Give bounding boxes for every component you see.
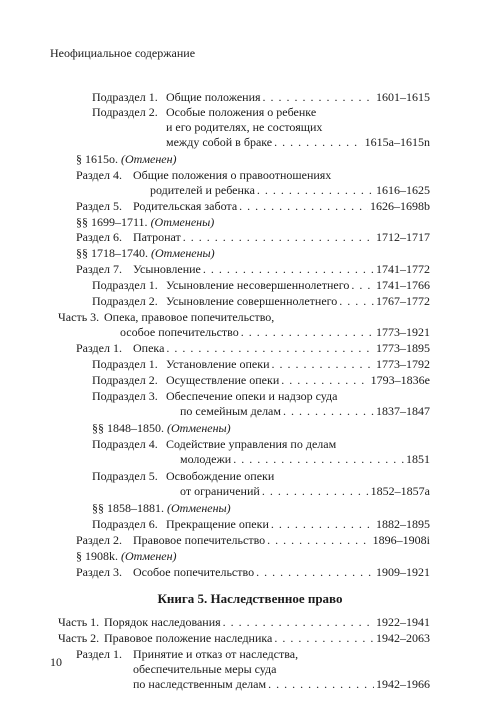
toc-entry-label: Подраздел 1. <box>92 357 158 371</box>
toc-entry-title: Правовое положение наследника . . . 1942–2063 <box>104 631 430 646</box>
toc-entry-title: Общие положения о правоотношениях <box>133 168 332 182</box>
toc-entry-label: §§ 1848–1850. (Отменены) <box>92 421 231 435</box>
toc-entry-title: родителей и ребенка . . . 1616–1625 <box>150 183 430 198</box>
toc-entry-title: Прекращение опеки . . . 1882–1895 <box>166 517 430 532</box>
dot-leader <box>351 278 374 293</box>
toc-entry-label: Подраздел 2. <box>92 373 158 387</box>
toc-entry-label: § 1615о. (Отменен) <box>76 152 177 166</box>
toc-entry-pages: 1626–1698b <box>370 199 430 213</box>
toc-entry-pages: 1909–1921 <box>376 565 430 579</box>
toc-entry-pages: 1852–1857a <box>370 484 430 498</box>
toc-entry-title: Порядок наследования . . . 1922–1941 <box>104 615 430 630</box>
dot-leader <box>166 341 374 356</box>
toc-entry-label: § 1908k. (Отменен) <box>76 549 177 563</box>
toc-entry-label: §§ 1699–1711. (Отменены) <box>76 215 215 229</box>
toc-entry-label: Раздел 1. <box>76 341 122 355</box>
toc-entry-pages: 1942–2063 <box>376 631 430 645</box>
toc-entry-label: Часть 3. <box>58 310 100 324</box>
toc-entry-label: Подраздел 6. <box>92 517 158 531</box>
toc-entry-pages: 1773–1792 <box>376 357 430 371</box>
toc-entry-title: Усыновление . . . 1741–1772 <box>133 262 430 277</box>
toc-entry-title: Освобождение опеки <box>166 469 275 483</box>
toc-entry-label: Подраздел 1. <box>92 90 158 104</box>
dot-leader <box>241 325 374 340</box>
dot-leader <box>283 404 374 419</box>
toc-entry-title: Опека . . . 1773–1895 <box>133 341 430 356</box>
dot-leader <box>271 517 374 532</box>
toc-entry-label: Подраздел 1. <box>92 278 158 292</box>
toc-entry-label: Раздел 2. <box>76 533 122 547</box>
dot-leader <box>239 199 368 214</box>
toc-entry-title: Особое попечительство . . . 1909–1921 <box>133 565 430 580</box>
toc-entry-label: Подраздел 2. <box>92 294 158 308</box>
dot-leader <box>263 90 374 105</box>
page-number: 10 <box>50 655 62 669</box>
dot-leader <box>233 452 404 467</box>
toc-entry-title: Патронат . . . 1712–1717 <box>133 230 430 245</box>
toc-entry-title: Родительская забота . . . 1626–1698b <box>133 199 430 214</box>
dot-leader <box>257 183 374 198</box>
running-head: Неофициальное содержание <box>50 46 196 60</box>
toc-entry-pages: 1942–1966 <box>376 677 430 691</box>
toc-entry-title: Установление опеки . . . 1773–1792 <box>166 357 430 372</box>
toc-entry-label: Раздел 7. <box>76 262 122 276</box>
dot-leader <box>339 294 374 309</box>
toc-entry-title: Содействие управления по делам <box>166 437 337 451</box>
dot-leader <box>274 631 374 646</box>
dot-leader <box>267 533 371 548</box>
toc-entry-pages: 1882–1895 <box>376 517 430 531</box>
toc-entry-label: Раздел 3. <box>76 565 122 579</box>
toc-entry-pages: 1922–1941 <box>376 615 430 629</box>
toc-entry-label: Подраздел 2. <box>92 105 158 119</box>
toc-entry-label: Часть 2. <box>58 631 100 645</box>
toc-entry-pages: 1712–1717 <box>376 230 430 244</box>
toc-entry-pages: 1773–1921 <box>376 325 430 339</box>
toc-entry-title: между собой в браке . . . 1615а–1615n <box>166 135 430 150</box>
dot-leader <box>262 484 369 499</box>
toc-entry-pages: 1851 <box>406 452 430 466</box>
dot-leader <box>274 135 363 150</box>
dot-leader <box>268 677 374 692</box>
toc-entry-label: Раздел 4. <box>76 168 122 182</box>
toc-entry-title: Принятие и отказ от наследства, <box>133 647 299 661</box>
toc-entry-title: Обеспечение опеки и надзор суда <box>166 389 338 403</box>
dot-leader <box>183 230 374 245</box>
toc-entry-title: Особые положения о ребенке <box>166 105 317 119</box>
dot-leader <box>256 565 374 580</box>
toc-entry-title: Усыновление несовершеннолетнего . . . 1741–1766 <box>166 278 430 293</box>
toc-entry-title: по семейным делам . . . 1837–1847 <box>180 404 430 419</box>
toc-entry-pages: 1741–1766 <box>376 278 430 292</box>
toc-entry-label: §§ 1718–1740. (Отменены) <box>76 246 215 260</box>
toc-entry-title: обеспечительные меры суда <box>133 662 277 676</box>
toc-entry-title: и его родителях, не состоящих <box>166 120 323 134</box>
toc-entry-label: §§ 1858–1881. (Отменены) <box>92 501 231 515</box>
toc-entry-label: Подраздел 4. <box>92 437 158 451</box>
toc-entry-title: Опека, правовое попечительство, <box>104 310 275 324</box>
toc-entry-title: от ограничений . . . 1852–1857a <box>180 484 430 499</box>
toc-entry-title: Осуществление опеки . . . 1793–1836е <box>166 373 430 388</box>
toc-entry-pages: 1793–1836е <box>370 373 430 387</box>
toc-entry-pages: 1616–1625 <box>376 183 430 197</box>
book-heading: Книга 5. Наследственное право <box>157 591 343 606</box>
toc-entry-title: молодежи . . . 1851 <box>180 452 430 467</box>
toc-entry-pages: 1837–1847 <box>376 404 430 418</box>
dot-leader <box>203 262 374 277</box>
toc-entry-pages: 1773–1895 <box>376 341 430 355</box>
toc-entry-pages: 1896–1908i <box>372 533 430 547</box>
toc-entry-title: Правовое попечительство . . . 1896–1908i <box>133 533 430 548</box>
toc-entry-pages: 1601–1615 <box>376 90 430 104</box>
dot-leader <box>223 615 374 630</box>
dot-leader <box>281 373 368 388</box>
toc-entry-title: Усыновление совершеннолетнего . . . 1767–1772 <box>166 294 430 309</box>
toc-entry-label: Часть 1. <box>58 615 100 629</box>
toc-entry-pages: 1741–1772 <box>376 262 430 276</box>
toc-entry-label: Раздел 5. <box>76 199 122 213</box>
toc-entry-title: по наследственным делам . . . 1942–1966 <box>133 677 430 692</box>
toc-entry-pages: 1615а–1615n <box>364 135 430 149</box>
toc-entry-title: Общие положения . . . 1601–1615 <box>166 90 430 105</box>
toc-entry-label: Раздел 1. <box>76 647 122 661</box>
toc-entry-title: особое попечительство . . . 1773–1921 <box>120 325 430 340</box>
toc-entry-label: Подраздел 5. <box>92 469 158 483</box>
toc-entry-label: Подраздел 3. <box>92 389 158 403</box>
dot-leader <box>272 357 374 372</box>
toc-entry-pages: 1767–1772 <box>376 294 430 308</box>
toc-entry-label: Раздел 6. <box>76 230 122 244</box>
